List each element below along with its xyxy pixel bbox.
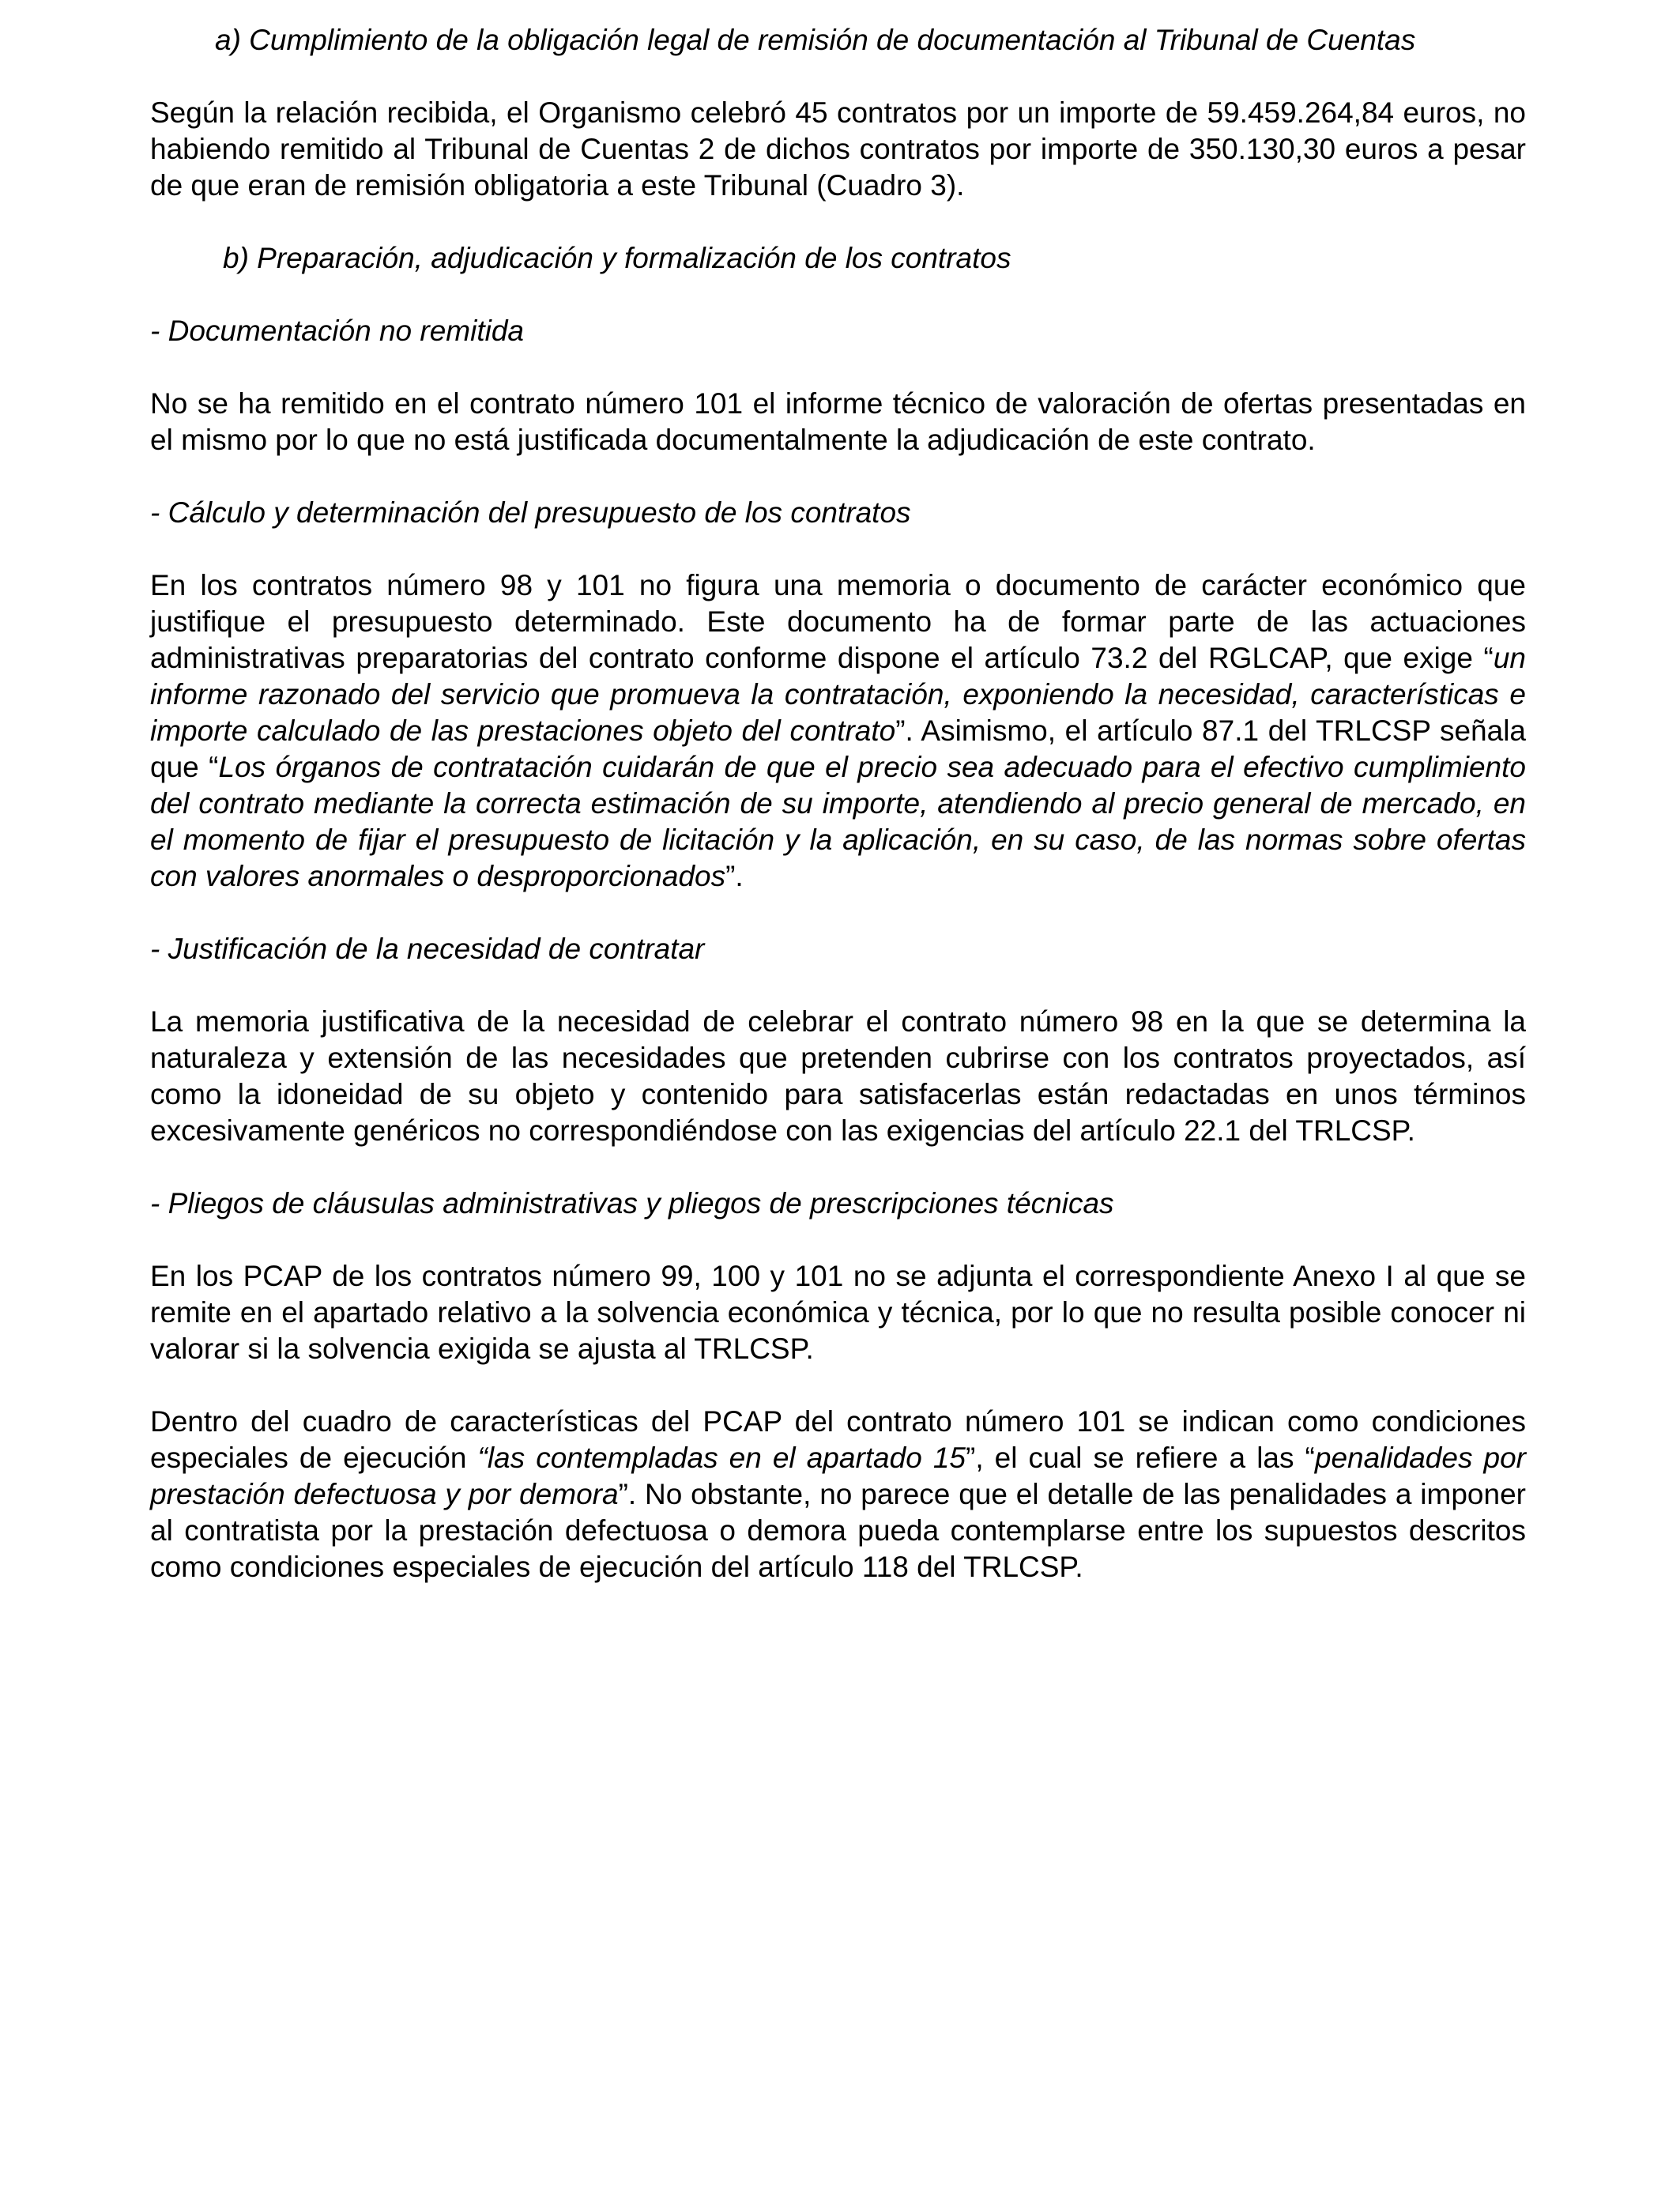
calculo-text-3: ”. (725, 860, 744, 892)
document-page (150, 22, 1526, 1622)
calculo-paragraph (150, 567, 1526, 895)
justificacion-paragraph: La memoria justificativa de la necesidad de celebrar el contrato número 98 en la que se determina la naturaleza y extensión de las necesidades que pretenden cubrirse con los contratos proyectados, así como la idoneidad de su objeto y contenido para satisfacerlas están redactadas en unos términos excesivamente genéricos no correspondiéndose con las exigencias del artículo 22.1 del TRLCSP. (150, 1005, 1526, 1147)
section-a-heading: a) Cumplimiento de la obligación legal de remisión de documentación al Tribunal de Cuentas (215, 24, 1416, 56)
pliegos-paragraph-1: En los PCAP de los contratos número 99, 100 y 101 no se adjunta el correspondiente Anexo I al que se remite en el apartado relativo a la solvencia económica y técnica, por lo que no resulta posible conocer ni valorar si la solvencia exigida se ajusta al TRLCSP. (150, 1260, 1526, 1365)
section-b-heading: b) Preparación, adjudicación y formalización de los contratos (223, 242, 1011, 274)
calculo-quote-1: un informe razonado del servicio que promueva la contratación, exponiendo la necesidad, características e importe calculado de las prestaciones objeto del contrato (150, 642, 1526, 747)
pliegos-text-c: ”. No obstante, no parece que el detalle de las penalidades a imponer al contratista por la prestación defectuosa o demora pueda contemplarse entre los supuestos descritos como condiciones especiales de ejecución del artículo 118 del TRLCSP. (150, 1478, 1526, 1583)
doc-no-remitida-paragraph: No se ha remitido en el contrato número 101 el informe técnico de valoración de ofertas presentadas en el mismo por lo que no está justificada documentalmente la adjudicación de este contrato. (150, 387, 1526, 456)
pliegos-quote-b: penalidades por prestación defectuosa y por demora (150, 1442, 1526, 1510)
pliegos-text-b: ”, el cual se refiere a las “ (966, 1442, 1315, 1474)
calculo-text-1: En los contratos número 98 y 101 no figura una memoria o documento de carácter económico que justifique el presupuesto determinado. Este documento ha de formar parte de las actuaciones administrativas preparatorias del contrato conforme dispone el artículo 73.2 del RGLCAP, que exige “ (150, 569, 1526, 674)
calculo-text-2: ”. Asimismo, el artículo 87.1 del TRLCSP señala que “ (150, 714, 1527, 783)
pliegos-quote-a: “las contempladas en el apartado 15 (477, 1442, 966, 1474)
calculo-quote-2: Los órganos de contratación cuidarán de que el precio sea adecuado para el efectivo cumplimiento del contrato mediante la correcta estimación de su importe, atendiendo al precio general de mercado, en el momento de fijar el presupuesto de licitación y la aplicación, en su caso, de las normas sobre ofertas con valores anormales o desproporcionados (150, 751, 1526, 892)
calculo-heading: - Cálculo y determinación del presupuesto de los contratos (150, 496, 911, 529)
pliegos-text-a: Dentro del cuadro de características del PCAP del contrato número 101 se indican como condiciones especiales de ejecución (150, 1405, 1526, 1474)
doc-no-remitida-heading: - Documentación no remitida (150, 315, 524, 347)
pliegos-paragraph-2 (150, 1404, 1526, 1585)
pliegos-heading: - Pliegos de cláusulas administrativas y pliegos de prescripciones técnicas (150, 1187, 1114, 1220)
section-a-paragraph: Según la relación recibida, el Organismo celebró 45 contratos por un importe de 59.459.264,84 euros, no habiendo remitido al Tribunal de Cuentas 2 de dichos contratos por importe de 350.130,30 euros a pesar de que eran de remisión obligatoria a este Tribunal (Cuadro 3). (150, 96, 1526, 202)
justificacion-heading: - Justificación de la necesidad de contratar (150, 933, 705, 965)
